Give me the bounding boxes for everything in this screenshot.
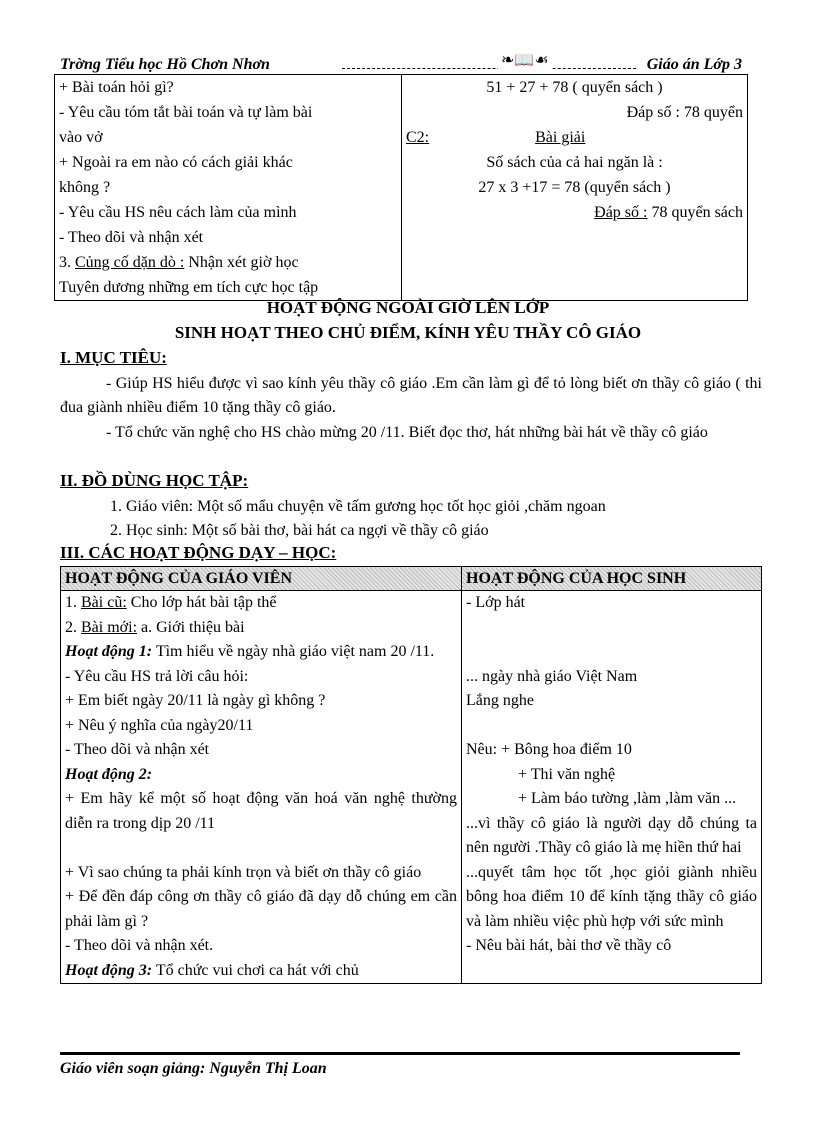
line: 1. Bài cũ: Cho lớp hát bài tập thể [65, 594, 277, 611]
calc-line: 51 + 27 + 78 ( quyển sách ) [486, 79, 663, 96]
line: Lắng nghe [466, 692, 534, 709]
student-column [402, 75, 748, 301]
title-1: HOẠT ĐỘNG NGOÀI GIỜ LÊN LỚP [266, 298, 550, 317]
answer-line: Đáp số : 78 quyển sách [594, 204, 743, 221]
teacher-header: HOẠT ĐỘNG CỦA GIÁO VIÊN [61, 567, 462, 591]
calc-line: 27 x 3 +17 = 78 (quyển sách ) [478, 179, 671, 196]
material-student: 2. Học sinh: Một số bài thơ, bài hát ca ngợi về thầy cô giáo [110, 522, 489, 539]
spacer [65, 836, 457, 861]
footer-author: Giáo viên soạn giảng: Nguyễn Thị Loan [60, 1060, 327, 1077]
line: ...vì thầy cô giáo là người dạy dỗ chúng ta nên người .Thầy cô giáo là mẹ hiền thứ hai [466, 814, 757, 856]
line: + Em hãy kể một số hoạt động văn hoá văn nghệ thường diễn ra trong dịp 20 /11 [65, 790, 457, 832]
title-2: SINH HOẠT THEO CHỦ ĐIỂM, KÍNH YÊU THẦY CÔ GIÁO [174, 323, 642, 342]
student-header: HOẠT ĐỘNG CỦA HỌC SINH [462, 567, 762, 591]
teacher-activities [61, 591, 462, 984]
activities-table [60, 566, 762, 984]
line: 2. Bài mới: a. Giới thiệu bài [65, 618, 245, 636]
lesson-continuation-table [54, 74, 748, 301]
solution-heading: C2: Bài giải [406, 129, 586, 146]
line: - Nêu bài hát, bài thơ về thầy cô [466, 937, 672, 954]
line: - Lớp hát [466, 594, 526, 611]
line: Tuyên dương những em tích cực học tập [59, 279, 319, 296]
line: + Để đền đáp công ơn thầy cô giáo đã dạy dỗ chúng em cần phải làm gì ? [65, 888, 457, 930]
line: - Yêu cầu HS trả lời câu hỏi: [65, 667, 249, 685]
line: + Thi văn nghệ [518, 765, 616, 783]
line: - Yêu cầu HS nêu cách làm của mình [59, 204, 297, 221]
line: ...quyết tâm học tốt ,học giỏi giành nhiều bông hoa điểm 10 để kính tặng thầy cô giáo và làm nhiều việc phù hợp với sức mình [466, 863, 757, 930]
line: Hoạt động 1: Tìm hiểu về ngày nhà giáo việt nam 20 /11. [65, 643, 435, 660]
line: + Nêu ý nghĩa của ngày20/11 [65, 716, 254, 734]
section-2-heading: II. ĐỒ DÙNG HỌC TẬP: [60, 471, 249, 490]
line: Nêu: + Bông hoa điểm 10 [466, 741, 632, 758]
teacher-column [55, 75, 402, 301]
footer-rule [60, 1052, 740, 1055]
section-1-heading: I. MỤC TIÊU: [60, 348, 167, 367]
subject-label: Giáo án Lớp 3 [646, 56, 742, 73]
answer-line: Đáp số : 78 quyển [626, 104, 743, 121]
book-ornament-icon: ❧📖☙ [498, 50, 552, 70]
header-divider [342, 68, 636, 69]
line: - Theo dõi và nhận xét [59, 229, 204, 246]
line: ... ngày nhà giáo Việt Nam [466, 667, 638, 685]
line: vào vở [59, 129, 103, 146]
line: không ? [59, 179, 111, 196]
page-header [60, 52, 742, 74]
section-3-heading: III. CÁC HOẠT ĐỘNG DẠY – HỌC: [60, 543, 337, 562]
line: + Em biết ngày 20/11 là ngày gì không ? [65, 692, 326, 709]
objective-1: - Giúp HS hiểu được vì sao kính yêu thầy cô giáo .Em cần làm gì để tỏ lòng biết ơn thầy cô giáo ( thi đua giành nhiều điểm 10 tặng thầy cô giáo. [60, 375, 762, 416]
line: + Làm báo tường ,làm ,làm văn ... [518, 790, 737, 807]
line: + Bài toán hỏi gì? [59, 79, 174, 96]
calc-line: Số sách của cả hai ngăn là : [486, 154, 663, 171]
line: - Yêu cầu tóm tắt bài toán và tự làm bài [59, 104, 313, 121]
line: + Ngoài ra em nào có cách giải khác [59, 154, 293, 171]
material-teacher: 1. Giáo viên: Một số mẩu chuyện về tấm gương học tốt học giỏi ,chăm ngoan [110, 498, 606, 515]
objective-2: - Tổ chức văn nghệ cho HS chào mừng 20 /11. Biết đọc thơ, hát những bài hát về thầy cô giáo [106, 424, 708, 441]
student-activities [462, 591, 762, 984]
spacer [466, 714, 757, 739]
line: Hoạt động 3: Tổ chức vui chơi ca hát với chủ [65, 961, 359, 979]
line: - Theo dõi và nhận xét [65, 741, 210, 758]
line: Hoạt động 2: [65, 765, 153, 783]
line: + Vì sao chúng ta phải kính trọn và biết ơn thầy cô giáo [65, 863, 422, 881]
school-name: Trờng Tiểu học Hồ Chơn Nhơn [60, 56, 270, 73]
line: - Theo dõi và nhận xét. [65, 937, 214, 954]
line: 3. Củng cố dặn dò : Nhận xét giờ học [59, 254, 299, 271]
spacer [466, 616, 757, 665]
